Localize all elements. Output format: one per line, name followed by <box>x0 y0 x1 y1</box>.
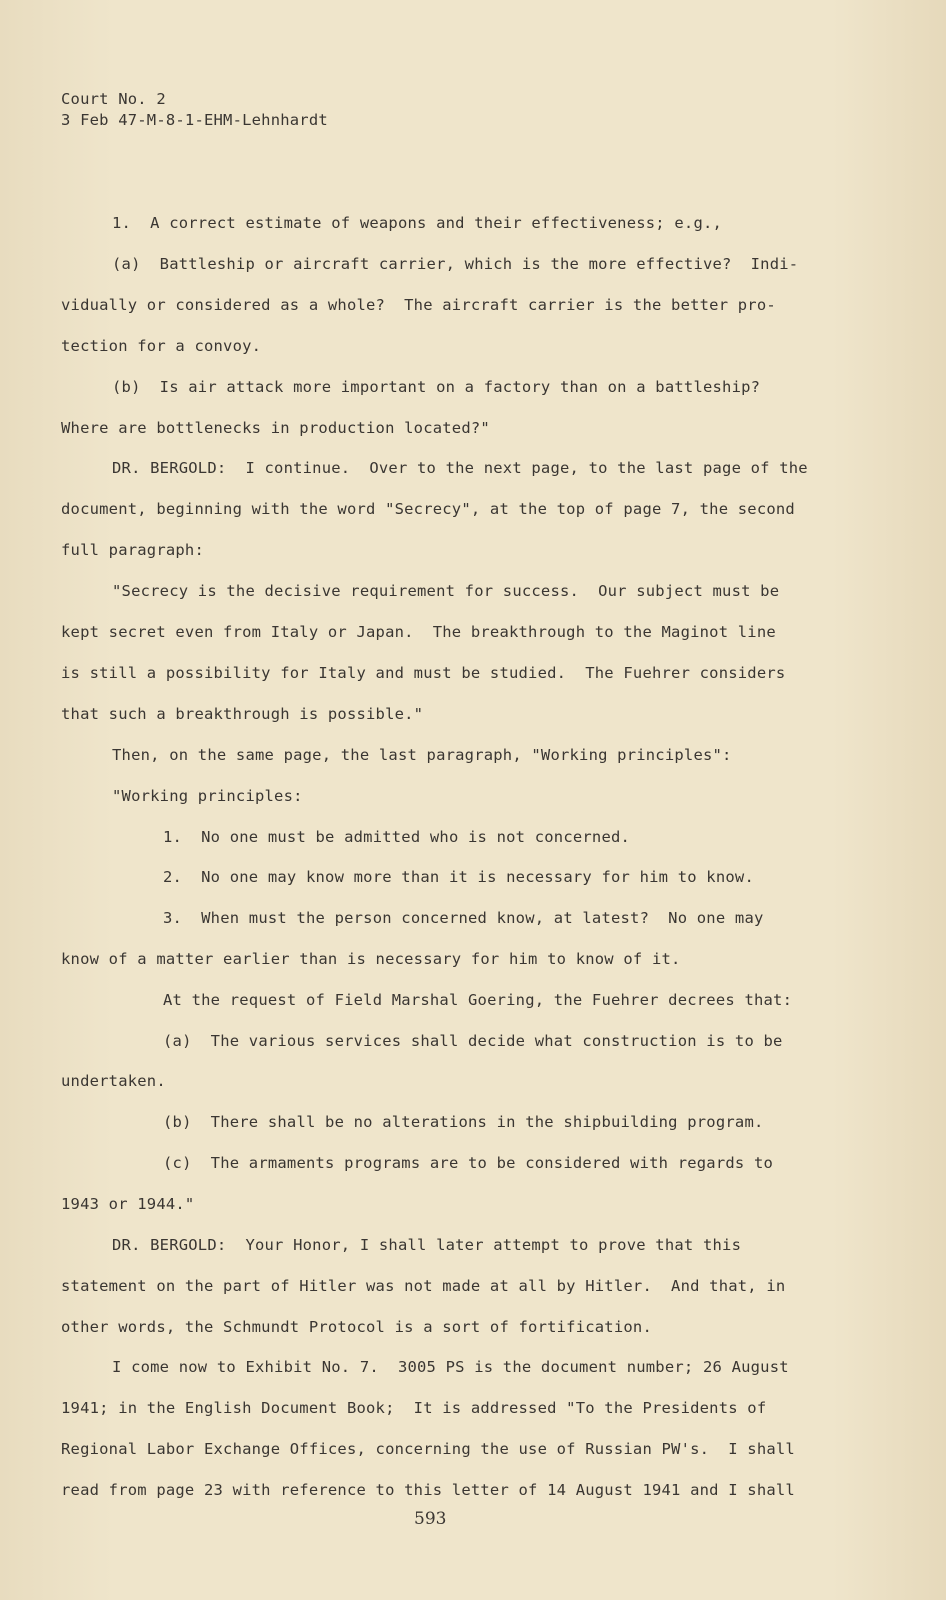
text-line: (a) Battleship or aircraft carrier, which is the more effective? Indi- <box>112 255 799 273</box>
text-line: (b) Is air attack more important on a factory than on a battleship? <box>112 378 761 396</box>
text-line: is still a possibility for Italy and must be studied. The Fuehrer considers <box>61 664 786 682</box>
text-line: other words, the Schmundt Protocol is a sort of fortification. <box>61 1318 652 1336</box>
text-line: 1. No one must be admitted who is not concerned. <box>163 828 631 846</box>
text-line: Then, on the same page, the last paragraph, "Working principles": <box>112 746 732 764</box>
text-line: 1941; in the English Document Book; It is addressed "To the Presidents of <box>61 1399 767 1417</box>
text-line: that such a breakthrough is possible." <box>61 705 424 723</box>
text-line: DR. BERGOLD: I continue. Over to the next page, to the last page of the <box>112 459 808 477</box>
text-line: statement on the part of Hitler was not made at all by Hitler. And that, in <box>61 1277 786 1295</box>
text-line: vidually or considered as a whole? The aircraft carrier is the better pro- <box>61 296 776 314</box>
text-line: document, beginning with the word "Secrecy", at the top of page 7, the second <box>61 500 795 518</box>
text-line: read from page 23 with reference to this letter of 14 August 1941 and I shall <box>61 1481 795 1499</box>
text-line: kept secret even from Italy or Japan. The breakthrough to the Maginot line <box>61 623 776 641</box>
header-court: Court No. 2 <box>61 90 166 108</box>
text-line: undertaken. <box>61 1072 166 1090</box>
text-line: 1943 or 1944." <box>61 1195 195 1213</box>
text-line: tection for a convoy. <box>61 337 262 355</box>
text-line: (c) The armaments programs are to be considered with regards to <box>163 1154 774 1172</box>
text-line: At the request of Field Marshal Goering, the Fuehrer decrees that: <box>163 991 793 1009</box>
text-line: "Secrecy is the decisive requirement for success. Our subject must be <box>112 582 780 600</box>
page-number: 593 <box>414 1509 447 1529</box>
text-line: DR. BERGOLD: Your Honor, I shall later attempt to prove that this <box>112 1236 742 1254</box>
text-line: (a) The various services shall decide what construction is to be <box>163 1032 783 1050</box>
text-line: 3. When must the person concerned know, at latest? No one may <box>163 909 764 927</box>
text-line: Regional Labor Exchange Offices, concerning the use of Russian PW's. I shall <box>61 1440 795 1458</box>
text-line: I come now to Exhibit No. 7. 3005 PS is the document number; 26 August <box>112 1358 789 1376</box>
text-line: Where are bottlenecks in production located?" <box>61 419 490 437</box>
text-line: "Working principles: <box>112 787 303 805</box>
text-line: 1. A correct estimate of weapons and their effectiveness; e.g., <box>112 214 723 232</box>
text-line: 2. No one may know more than it is necessary for him to know. <box>163 868 754 886</box>
text-line: know of a matter earlier than is necessary for him to know of it. <box>61 950 681 968</box>
text-line: full paragraph: <box>61 541 204 559</box>
text-line: (b) There shall be no alterations in the shipbuilding program. <box>163 1113 764 1131</box>
header-session: 3 Feb 47-M-8-1-EHM-Lehnhardt <box>61 111 328 129</box>
